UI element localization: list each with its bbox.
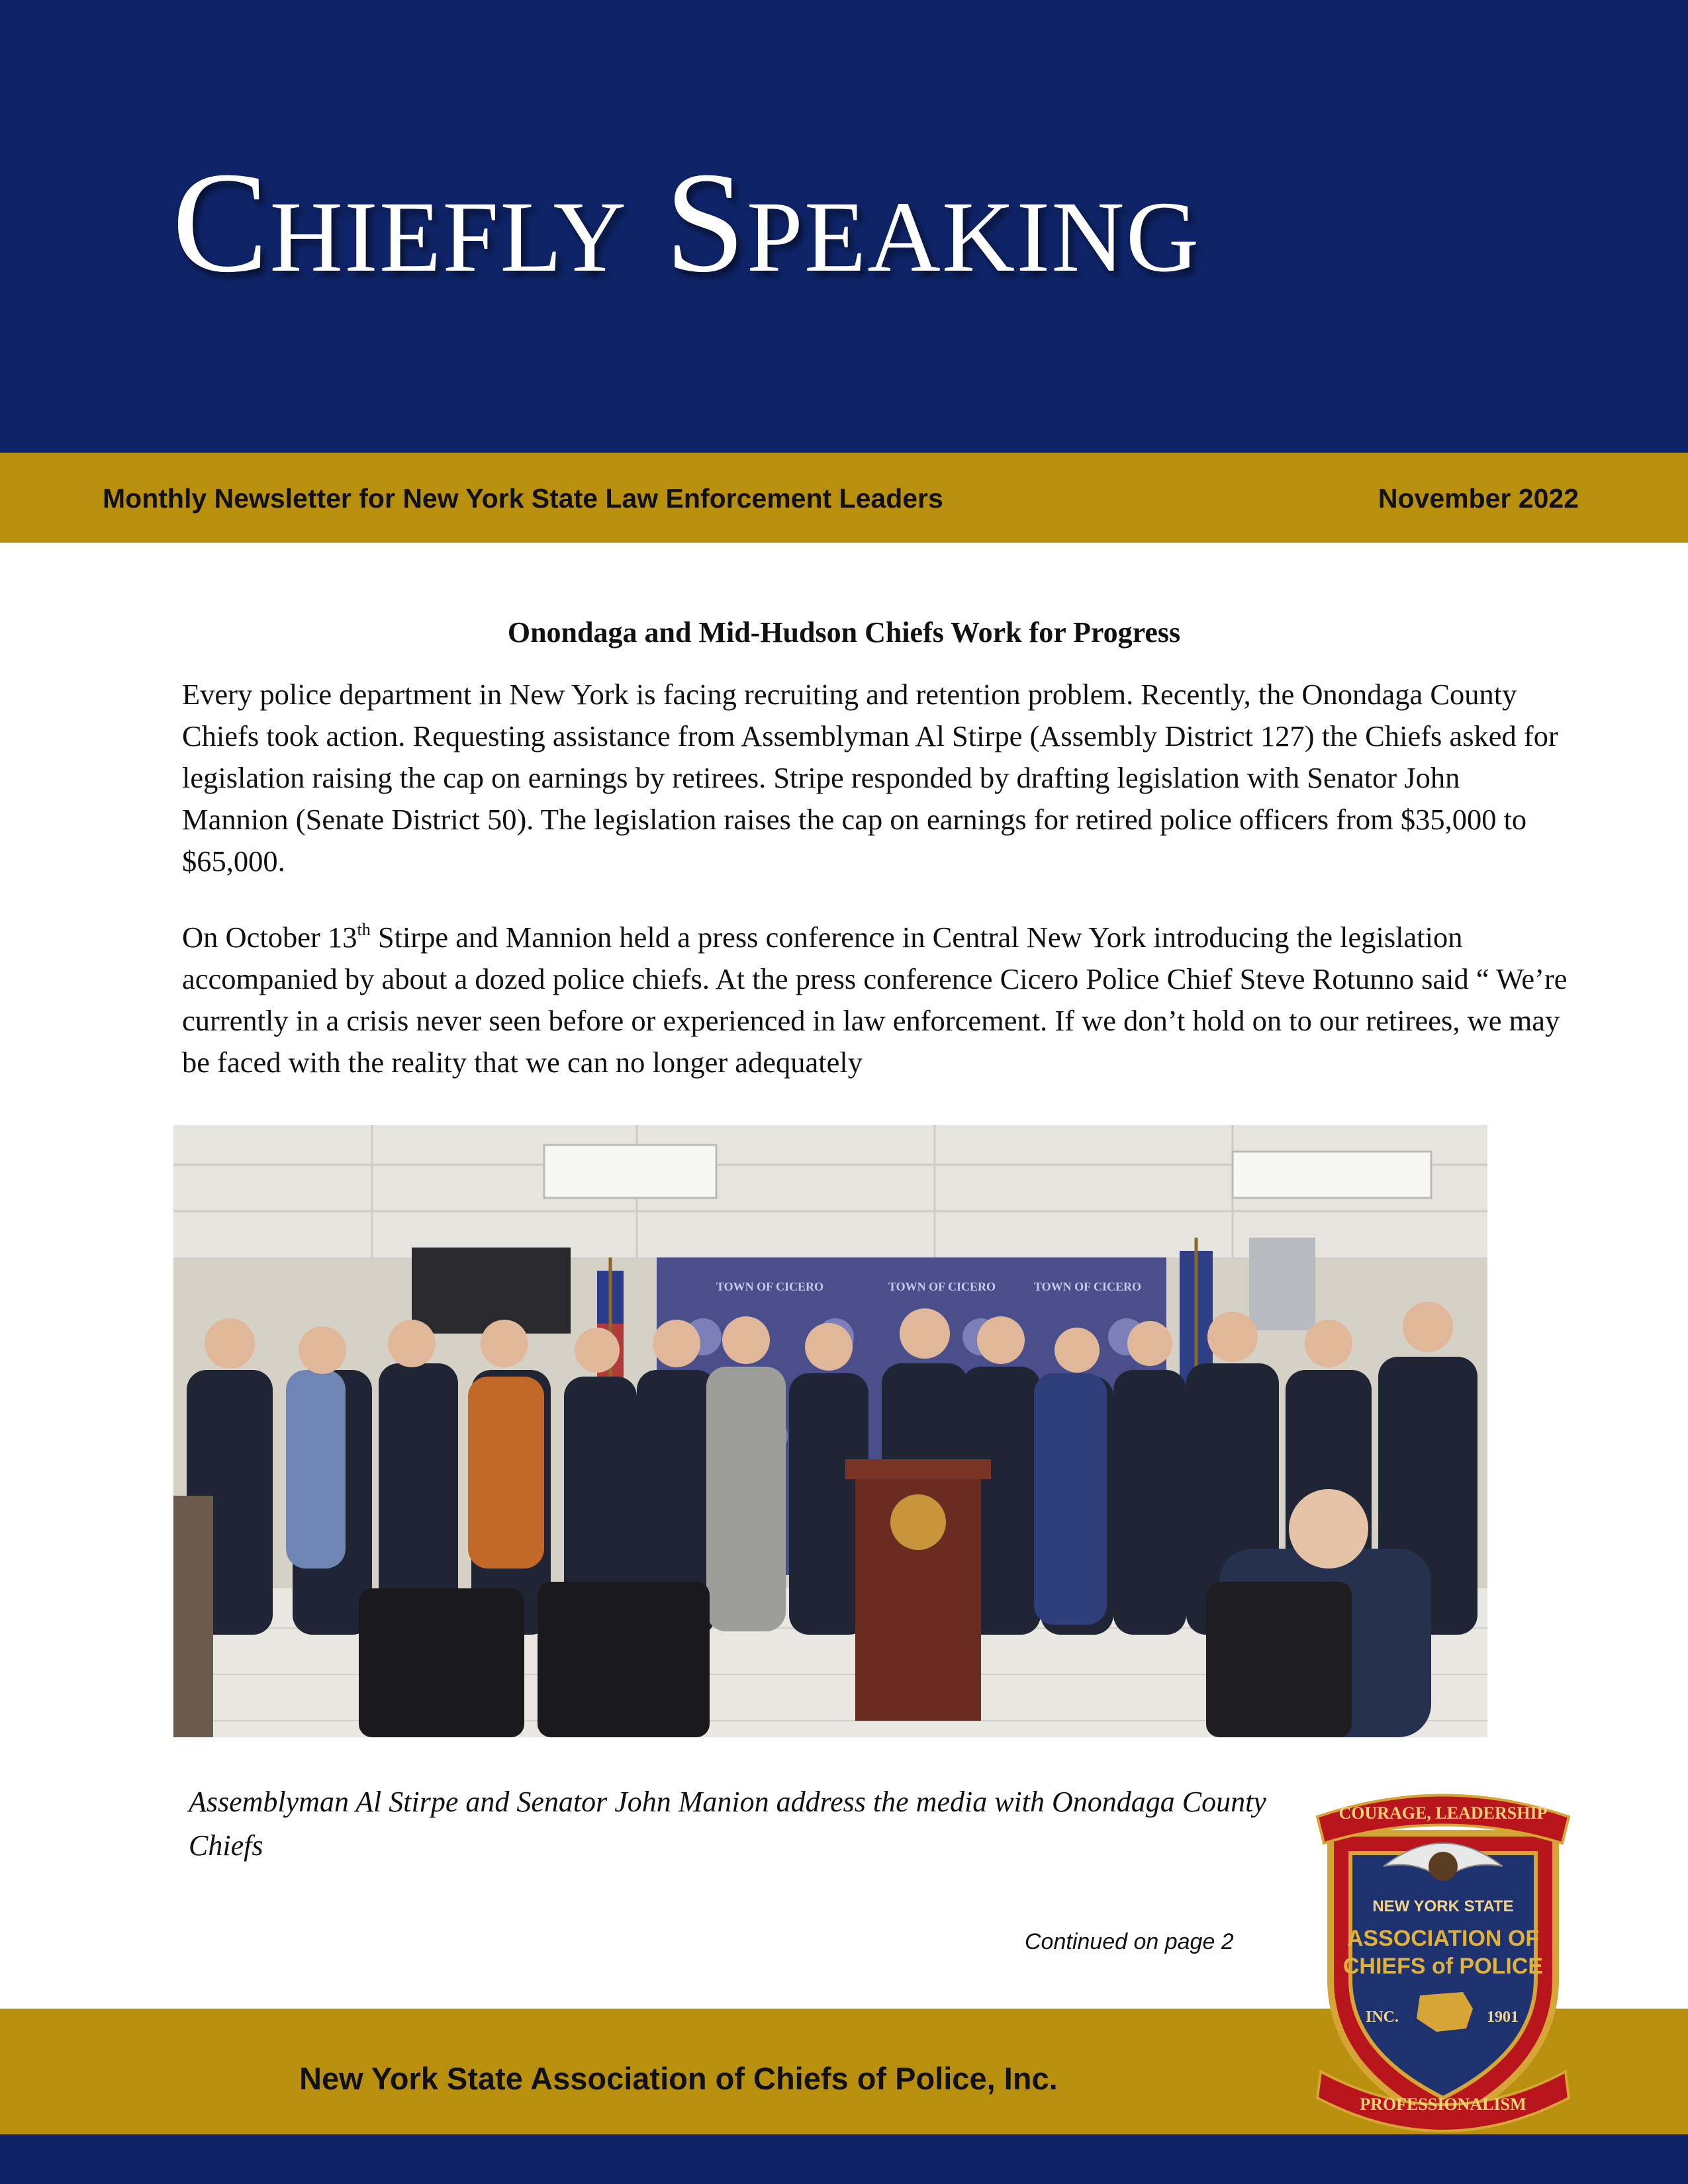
paragraph-2-start: On October 13	[182, 921, 357, 954]
seal-name-line-2: CHIEFS of POLICE	[1342, 1954, 1544, 1979]
article-paragraph-1: Every police department in New York is facing recruiting and retention problem. Recently, the Onondaga County Chiefs took action. Requesting assistance from Assemblyman Al Stirpe (Assembly District 127) the Chiefs asked for legislation raising the cap on earnings by retirees. Stripe responded by drafting legislation with Senator John Mannion (Senate District 50). The legislation raises the cap on earnings for retired police officers from $35,000 to $65,000.	[182, 678, 1558, 878]
newsletter-title: Chiefly Speaking	[172, 143, 1201, 302]
paragraph-2-rest: Stirpe and Mannion held a press conference in Central New York introducing the legislation accompanied by about a dozed police chiefs. At the press conference Cicero Police Chief Steve Rotunno said “ We’re currently in a crisis never seen before or experienced in law enforcement. If we don’t hold on to our retirees, we may be faced with the reality that we can no longer adequately	[182, 921, 1568, 1079]
seal-inc-text: INC.	[1365, 2009, 1399, 2026]
seal-year-text: 1901	[1487, 2009, 1519, 2026]
subheader-band	[0, 453, 1688, 543]
footer-navy-strip	[0, 2134, 1688, 2184]
seal-top-ribbon-text: COURAGE, LEADERSHIP	[1338, 1803, 1548, 1823]
backdrop-text: TOWN OF CICERO	[1034, 1280, 1142, 1293]
article-title: Onondaga and Mid-Hudson Chiefs Work for Progress	[507, 616, 1181, 649]
issue-date: November 2022	[1378, 483, 1579, 514]
footer-org-name: New York State Association of Chiefs of Police, Inc.	[299, 2061, 1058, 2096]
article-paragraph-2	[182, 917, 1572, 1083]
press-conference-photo	[173, 1125, 1487, 1737]
seal-state-text: NEW YORK STATE	[1372, 1897, 1514, 1915]
backdrop-text: TOWN OF CICERO	[888, 1280, 996, 1293]
newsletter-tagline: Monthly Newsletter for New York State Law Enforcement Leaders	[103, 483, 943, 514]
association-seal-logo	[1304, 1780, 1582, 2138]
seal-name-line-1: ASSOCIATION OF	[1346, 1926, 1540, 1951]
continued-note: Continued on page 2	[1025, 1929, 1234, 1954]
photo-caption: Assemblyman Al Stirpe and Senator John Manion address the media with Onondaga County Chiefs	[189, 1786, 1266, 1862]
masthead	[0, 0, 1688, 453]
ordinal-suffix: th	[357, 920, 371, 939]
backdrop-text: TOWN OF CICERO	[716, 1280, 824, 1293]
seal-bottom-ribbon-text: PROFESSIONALISM	[1360, 2095, 1526, 2114]
